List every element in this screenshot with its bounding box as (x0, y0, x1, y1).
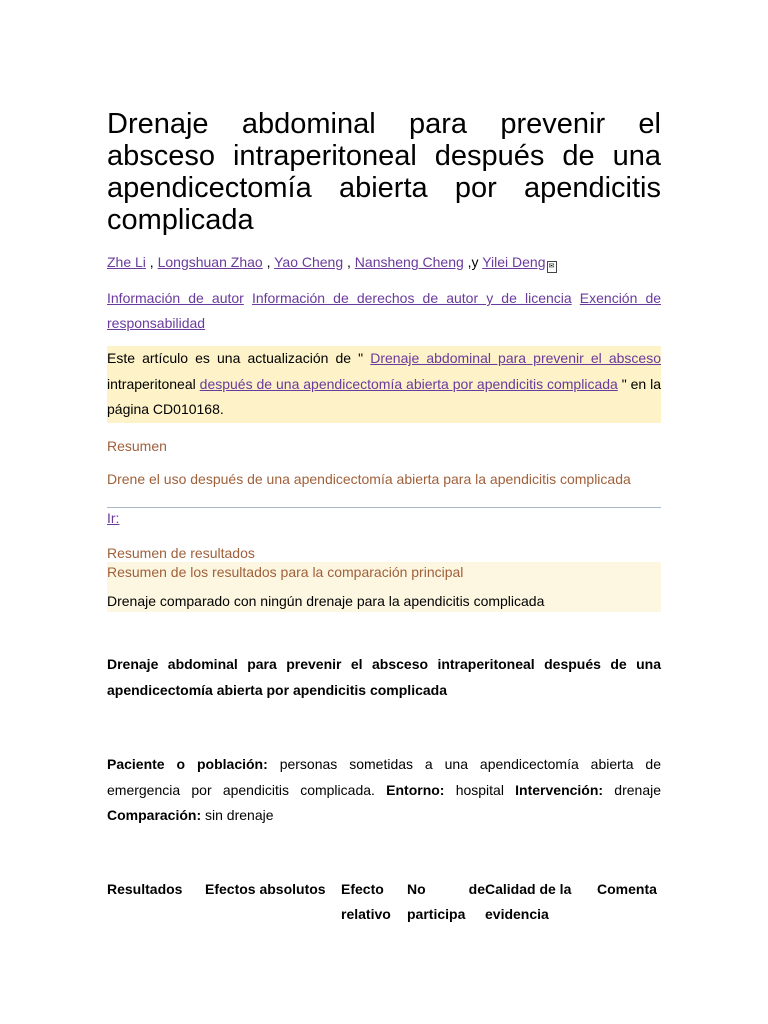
author-link[interactable]: Yao Cheng (274, 254, 344, 270)
author-info-links (107, 286, 661, 336)
update-link-2[interactable]: después de una apendicectomía abierta por apendicitis complicada (199, 375, 618, 392)
pico-paragraph (107, 752, 661, 829)
update-prefix: Este artículo es una actualización de " (107, 350, 371, 366)
patient-label: Paciente o población: (107, 756, 268, 772)
intervention-text: drenaje (603, 781, 662, 798)
author-link[interactable]: Longshuan Zhao (157, 254, 263, 270)
header-efectos-absolutos: Efectos absolutos (205, 881, 326, 897)
patient-text: personas sometidas a una apendicectomía abierta de emergencia por apendicitis complicada. (107, 756, 661, 798)
header-participantes: No de participa (407, 881, 485, 922)
header-efecto-relativo: Efecto relativo (341, 881, 391, 922)
setting-text: hospital (444, 781, 516, 798)
disclaimer-link[interactable]: Exención de responsabilidad (107, 290, 662, 331)
update-note (107, 346, 661, 423)
setting-label: Entorno: (386, 781, 445, 798)
header-comentarios: Comenta (597, 881, 657, 897)
author-link[interactable]: Zhe Li (107, 254, 146, 270)
author-separator: ,y (463, 254, 483, 270)
author-link[interactable]: Yilei Deng (482, 254, 546, 270)
resumen-resultados-heading: Resumen de resultados (107, 545, 255, 561)
table-header-row (107, 877, 661, 927)
author-separator: , (262, 254, 275, 270)
author-list (107, 252, 661, 273)
update-middle: intraperitoneal (107, 375, 200, 392)
comparison-text: sin drenaje (201, 807, 274, 823)
resumen-heading: Resumen (107, 438, 167, 454)
ir-row (107, 508, 661, 528)
article-title: Drenaje abdominal para prevenir el absceso intraperitoneal después de una apendicectomía abierta por apendicitis complicada (107, 108, 661, 236)
header-resultados: Resultados (107, 881, 183, 897)
update-link-1[interactable]: Drenaje abdominal para prevenir el absceso (370, 350, 661, 366)
comparison-heading: Resumen de los resultados para la comparación principal (107, 564, 464, 580)
intervention-label: Intervención: (515, 781, 604, 798)
copyright-license-link[interactable]: Información de derechos de autor y de licencia (251, 290, 572, 306)
header-calidad: Calidad de la evidencia (485, 881, 572, 922)
comparison-box (107, 562, 661, 612)
update-suffix: " en la página CD010168. (107, 375, 662, 417)
author-separator: , (343, 254, 355, 270)
author-link[interactable]: Nansheng Cheng (354, 254, 464, 270)
drene-text: Drene el uso después de una apendicectomía abierta para la apendicitis complicada (107, 471, 631, 487)
table-title: Drenaje abdominal para prevenir el absceso intraperitoneal después de una apendicectomía abierta por apendicitis complicada (107, 656, 661, 698)
ir-link[interactable]: Ir: (107, 510, 120, 526)
author-info-link[interactable]: Información de autor (107, 290, 244, 306)
comparison-label: Comparación: (107, 807, 202, 823)
comparison-subheading: Drenaje comparado con ningún drenaje para la apendicitis complicada (107, 593, 545, 609)
mail-icon[interactable]: ✉ (547, 261, 557, 273)
author-separator: , (145, 254, 158, 270)
